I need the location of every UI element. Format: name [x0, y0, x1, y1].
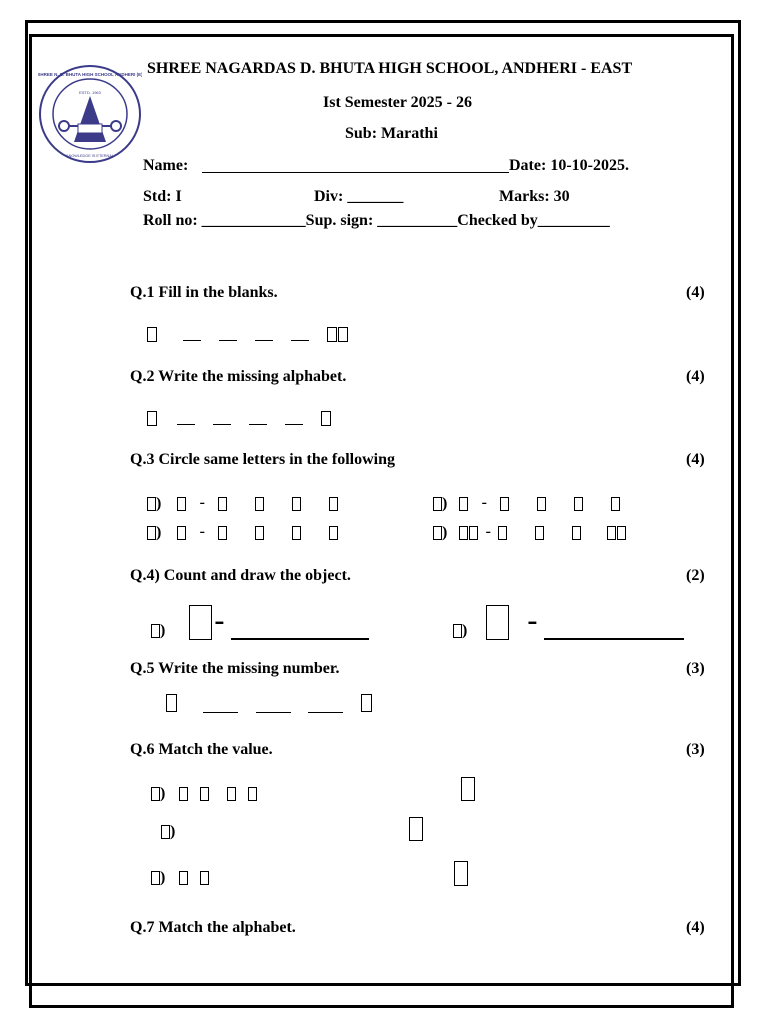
option-number-box: [151, 624, 160, 638]
glyph-box: [459, 497, 468, 511]
school-name: SHREE NAGARDAS D. BHUTA HIGH SCHOOL, ANDHERI - EAST: [147, 60, 633, 77]
blank-line[interactable]: [213, 412, 231, 425]
school-logo: [38, 64, 142, 164]
glyph-box: [200, 871, 209, 885]
dash: -: [214, 604, 225, 639]
question-3-marks: (4): [686, 451, 705, 468]
blank-line[interactable]: [203, 698, 238, 713]
option-number-box: [433, 526, 442, 540]
number-glyph-box: [361, 694, 372, 712]
glyph-box: [338, 327, 348, 342]
glyph-box: [200, 787, 209, 801]
dash: -: [199, 493, 206, 512]
glyph-box: [572, 526, 581, 540]
option-number-box: [433, 497, 442, 511]
blank-line[interactable]: [285, 412, 303, 425]
question-4-marks: (2): [686, 567, 705, 584]
blank-line[interactable]: [219, 328, 237, 341]
dash: -: [527, 604, 538, 639]
option-number-box: [151, 787, 160, 801]
date: Date: 10-10-2025.: [509, 157, 629, 174]
marks: Marks: 30: [499, 188, 570, 205]
name-blank[interactable]: [202, 158, 509, 173]
dash: -: [199, 522, 206, 541]
glyph-box: [227, 787, 236, 801]
option-number-box: [161, 825, 170, 839]
logo-estd: ESTD. 1963: [79, 90, 101, 95]
answer-line[interactable]: [544, 620, 684, 640]
glyph-box: [177, 526, 186, 540]
semester: Ist Semester 2025 - 26: [323, 94, 473, 111]
option-paren: ): [160, 869, 166, 886]
page-border-inner: [29, 34, 734, 1008]
q2-start: [147, 409, 157, 427]
glyph-box: [537, 497, 546, 511]
question-1-marks: (4): [686, 284, 705, 301]
q3-item-2[interactable]: [433, 493, 620, 513]
q2-end: [321, 409, 331, 427]
glyph-box: [292, 497, 301, 511]
q6-left-item-2[interactable]: [161, 823, 175, 841]
glyph-box: [177, 497, 186, 511]
dash: -: [481, 493, 488, 512]
glyph-box: [611, 497, 620, 511]
value-glyph-box[interactable]: [454, 861, 468, 886]
glyph-box: [321, 411, 331, 426]
glyph-box: [248, 787, 257, 801]
value-glyph-box[interactable]: [461, 777, 475, 801]
blank-line[interactable]: [291, 328, 309, 341]
option-number-box: [453, 624, 462, 638]
question-5: Q.5 Write the missing number.: [130, 660, 340, 677]
option-paren: ): [160, 785, 166, 802]
glyph-box: [617, 526, 626, 540]
glyph-box: [459, 526, 468, 540]
question-6-marks: (3): [686, 741, 705, 758]
blank-line[interactable]: [177, 412, 195, 425]
glyph-box: [500, 497, 509, 511]
question-4: Q.4) Count and draw the object.: [130, 567, 351, 584]
blank-line[interactable]: [256, 698, 291, 713]
q1-end: [327, 325, 348, 343]
glyph-box: [218, 497, 227, 511]
answer-line[interactable]: [231, 620, 369, 640]
question-7-marks: (4): [686, 919, 705, 936]
glyph-box: [607, 526, 616, 540]
option-number-box: [151, 871, 160, 885]
glyph-box: [498, 526, 507, 540]
q3-item-1[interactable]: [147, 493, 338, 513]
glyph-box: [329, 497, 338, 511]
q4-item-1: [151, 622, 165, 640]
object-glyph-box: [189, 605, 212, 640]
glyph-box: [255, 497, 264, 511]
q1-row: [147, 325, 157, 343]
glyph-box: [179, 871, 188, 885]
q6-left-item-3[interactable]: [151, 869, 209, 887]
glyph-box: [535, 526, 544, 540]
glyph-box: [574, 497, 583, 511]
glyph-box: [292, 526, 301, 540]
glyph-box: [329, 526, 338, 540]
glyph-box: [179, 787, 188, 801]
object-glyph-box: [486, 605, 509, 640]
name-label: Name:: [143, 157, 189, 174]
glyph-box: [327, 327, 337, 342]
option-paren: ): [462, 622, 468, 639]
option-paren: ): [170, 823, 176, 840]
glyph-box: [469, 526, 478, 540]
blank-line[interactable]: [308, 698, 343, 713]
logo-bottom-text: KNOWLEDGE IS ETERNAL: [66, 154, 114, 158]
std: Std: I: [143, 188, 182, 205]
div: Div: _______: [314, 188, 404, 205]
question-6: Q.6 Match the value.: [130, 741, 273, 758]
option-paren: ): [442, 524, 448, 541]
option-paren: ): [156, 524, 162, 541]
question-5-marks: (3): [686, 660, 705, 677]
subject: Sub: Marathi: [345, 125, 438, 142]
dash: -: [485, 522, 492, 541]
blank-line[interactable]: [255, 328, 273, 341]
value-glyph-box[interactable]: [409, 817, 423, 841]
option-number-box: [147, 526, 156, 540]
option-paren: ): [160, 622, 166, 639]
option-paren: ): [442, 495, 448, 512]
glyph-box: [147, 411, 157, 426]
glyph-box: [147, 327, 157, 342]
glyph-box: [218, 526, 227, 540]
number-glyph-box: [166, 694, 177, 712]
q4-item-2: [453, 622, 467, 640]
glyph-box: [255, 526, 264, 540]
blank-line[interactable]: [183, 328, 201, 341]
roll-row: Roll no: _____________Sup. sign: __________Checked by_________: [143, 212, 610, 229]
question-1: Q.1 Fill in the blanks.: [130, 284, 278, 301]
question-2-marks: (4): [686, 368, 705, 385]
question-2: Q.2 Write the missing alphabet.: [130, 368, 347, 385]
logo-top-text: SHREE N. D. BHUTA HIGH SCHOOL ANDHERI (E): [38, 72, 142, 77]
option-paren: ): [156, 495, 162, 512]
question-3: Q.3 Circle same letters in the following: [130, 451, 395, 468]
q6-left-item-1[interactable]: [151, 785, 257, 803]
option-number-box: [147, 497, 156, 511]
q3-item-3[interactable]: [147, 522, 338, 542]
blank-line[interactable]: [249, 412, 267, 425]
q3-item-4[interactable]: [433, 522, 626, 542]
question-7: Q.7 Match the alphabet.: [130, 919, 296, 936]
